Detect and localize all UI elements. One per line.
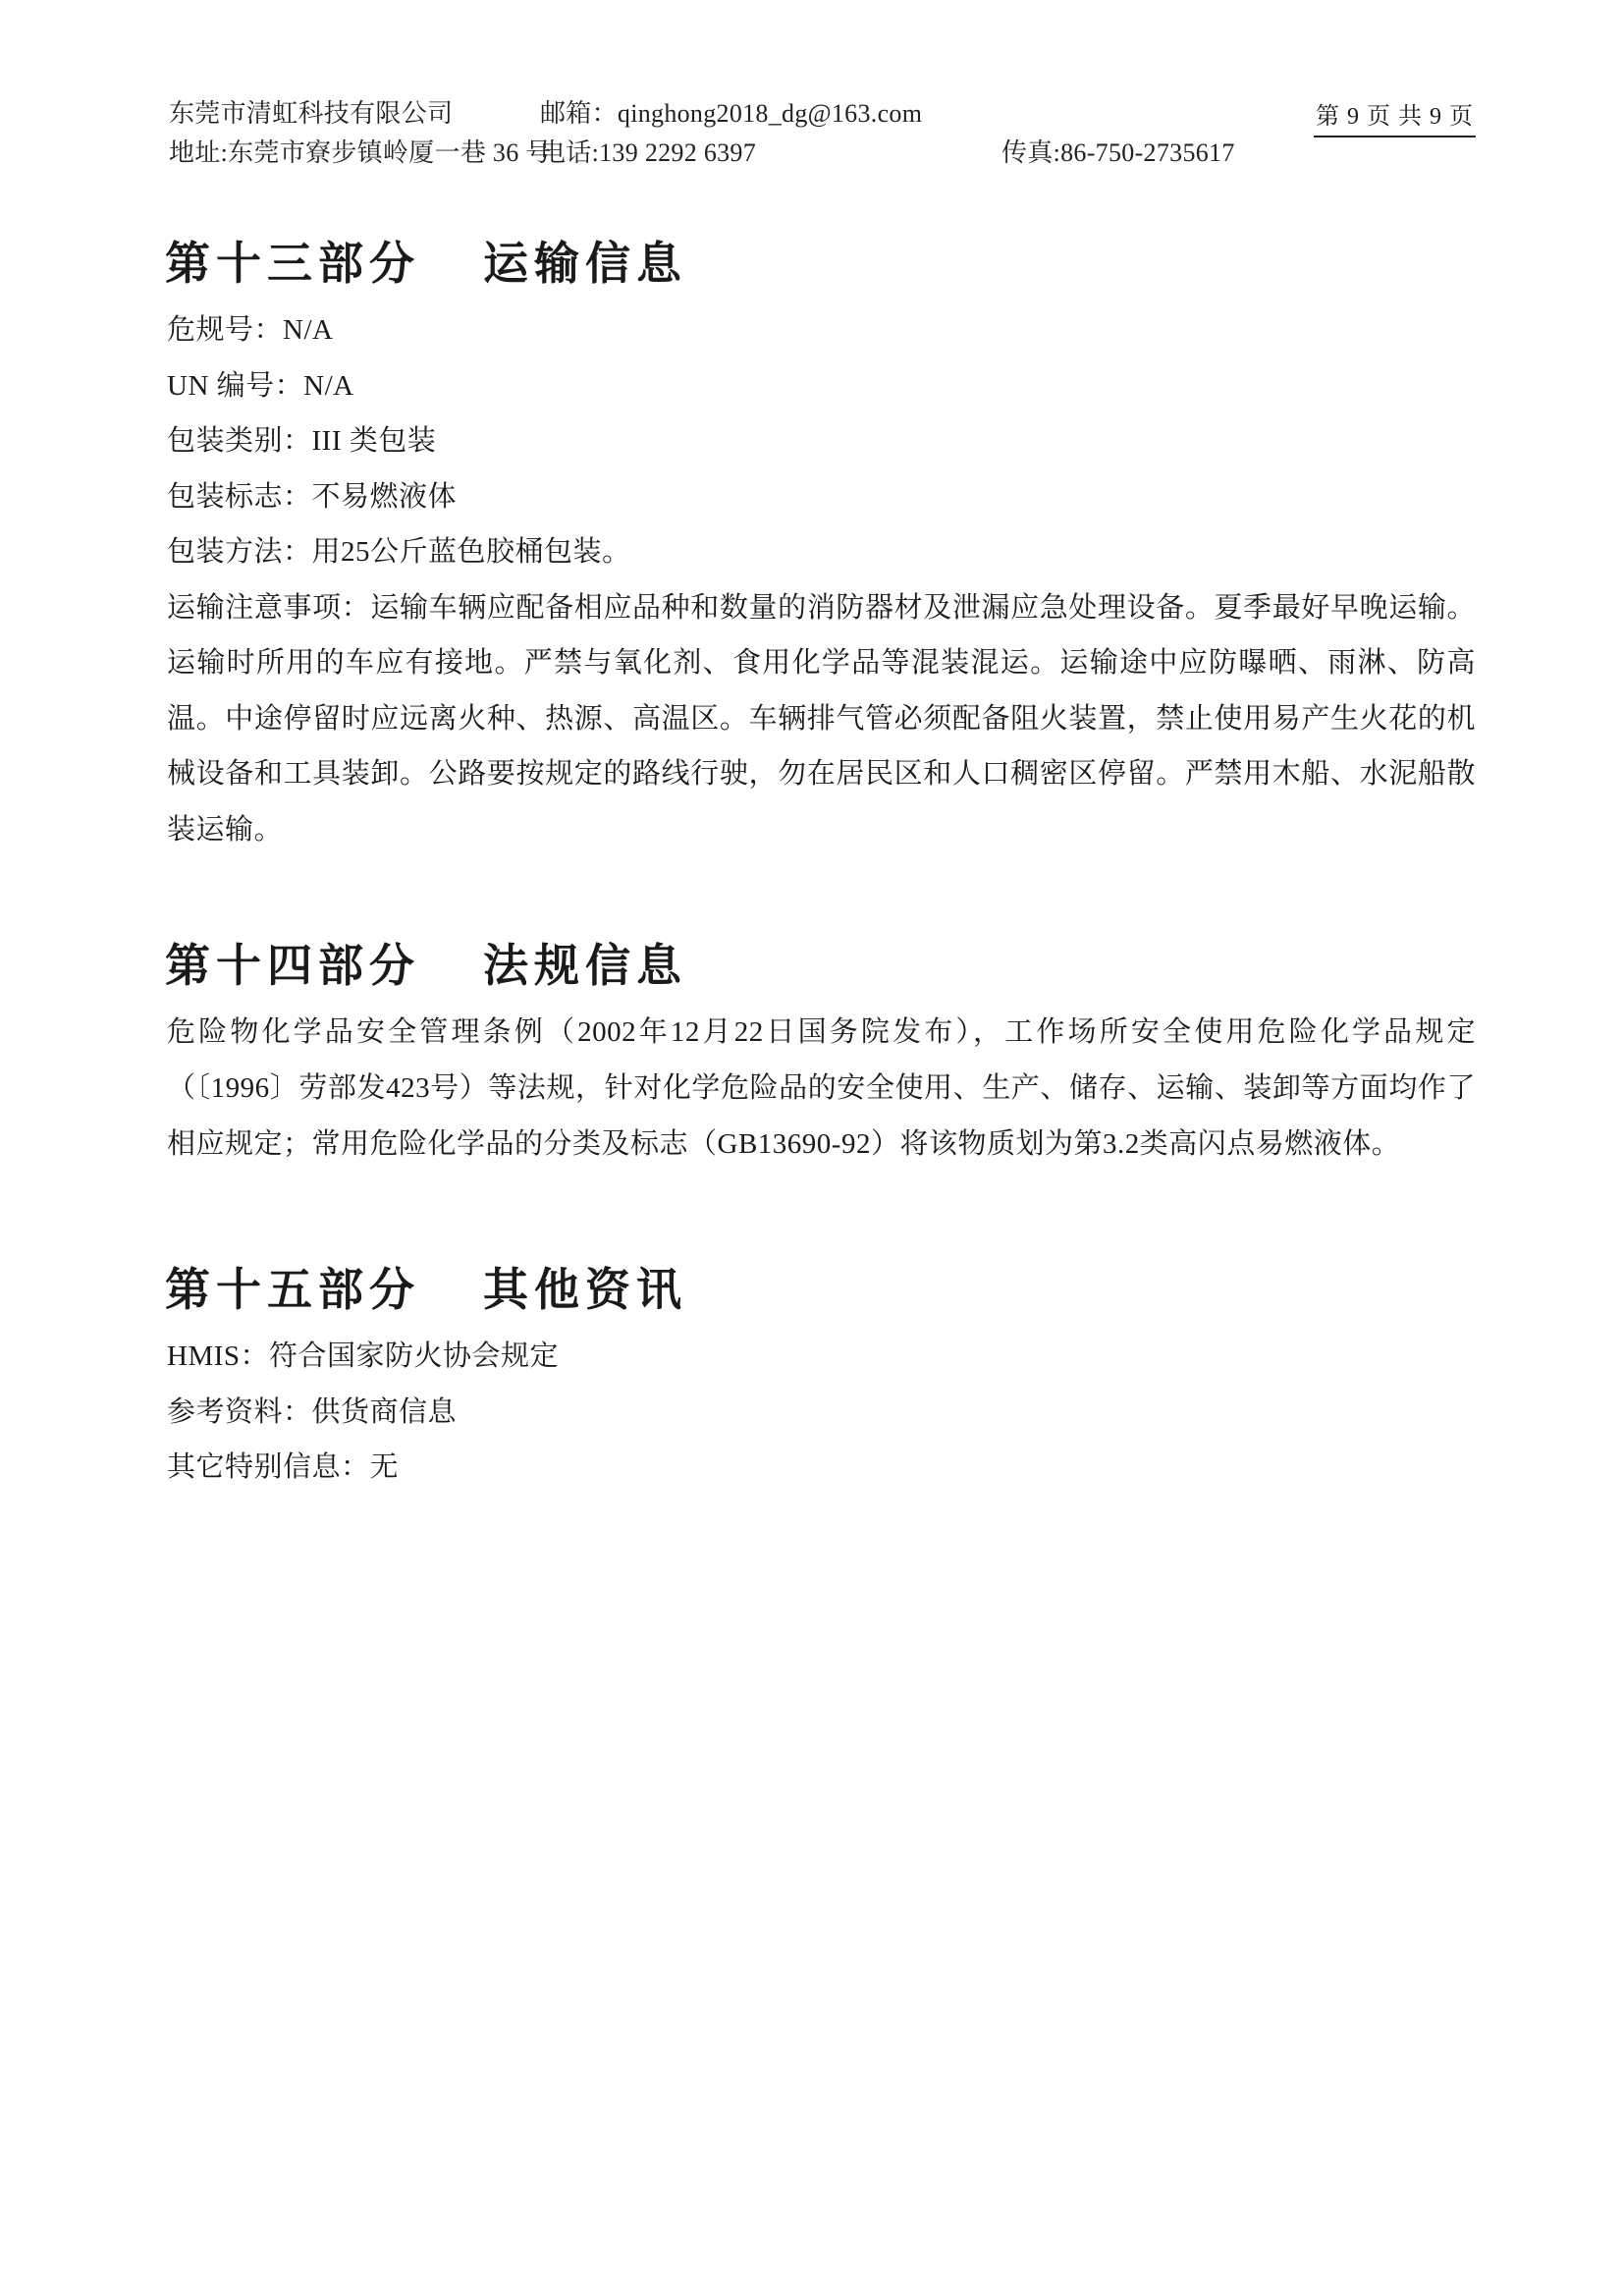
transport-un-number: UN 编号：N/A: [167, 369, 354, 402]
section-14-title: [147, 930, 1476, 995]
transport-packing-mark: 包装标志：不易燃液体: [167, 480, 458, 513]
transport-packing-method: 包装方法：用25公斤蓝色胶桶包装。: [167, 536, 631, 569]
page-header: [147, 94, 1476, 202]
section-15-name: 其他资讯: [483, 1265, 687, 1316]
other-special-info: 其它特别信息：无: [167, 1451, 400, 1484]
page-indicator: 第 9 页 共 9 页: [1314, 96, 1476, 137]
other-hmis: HMIS：符合国家防火协会规定: [167, 1340, 560, 1373]
transport-danger-code: 危规号：N/A: [167, 314, 334, 346]
section-14-name: 法规信息: [483, 941, 687, 992]
section-transport: [147, 228, 1476, 857]
section-regulations: [147, 930, 1476, 1172]
other-reference: 参考资料：供货商信息: [167, 1395, 458, 1428]
spacer-2: [147, 1172, 1476, 1229]
section-14-number: 第十四部分: [165, 941, 420, 992]
header-row-2: [147, 134, 1476, 173]
company-phone: 电话:139 2292 6397: [540, 138, 757, 168]
section-15-number: 第十五部分: [165, 1265, 420, 1316]
spacer-1: [147, 857, 1476, 904]
regulations-text: 危险物化学品安全管理条例（2002年12月22日国务院发布），工作场所安全使用危险化学品规定（〔1996〕劳部发423号）等法规，针对化学危险品的安全使用、生产、储存、运输、装卸等方面均作了相应规定；常用危险化学品的分类及标志（GB13690-92）将该物质划为第3.2类高闪点易燃液体。: [167, 1016, 1476, 1160]
email-value: qinghong2018_dg@163.com: [617, 99, 923, 128]
section-other-info: [147, 1254, 1476, 1496]
section-13-name: 运输信息: [483, 239, 687, 289]
section-13-number: 第十三部分: [165, 239, 420, 289]
header-row-1: [147, 94, 1476, 134]
section-15-title: [147, 1254, 1476, 1319]
email-label: 邮箱：: [540, 99, 618, 128]
transport-notes: 运输注意事项：运输车辆应配备相应品种和数量的消防器材及泄漏应急处理设备。夏季最好早晚运输。运输时所用的车应有接地。严禁与氧化剂、食用化学品等混装混运。运输途中应防曝晒、雨淋、防高温。中途停留时应远离火种、热源、高温区。车辆排气管必须配备阻火装置，禁止使用易产生火花的机械设备和工具装卸。公路要按规定的路线行驶，勿在居民区和人口稠密区停留。严禁用木船、水泥船散装运输。: [167, 591, 1476, 846]
email-block: [540, 94, 1001, 134]
company-address: 地址:东莞市寮步镇岭厦一巷 36 号: [169, 138, 552, 168]
transport-packing-group: 包装类别：III 类包装: [167, 425, 437, 458]
company-name: 东莞市清虹科技有限公司: [169, 99, 454, 128]
section-13-title: [147, 228, 1476, 293]
company-fax: 传真:86-750-2735617: [1001, 138, 1235, 168]
